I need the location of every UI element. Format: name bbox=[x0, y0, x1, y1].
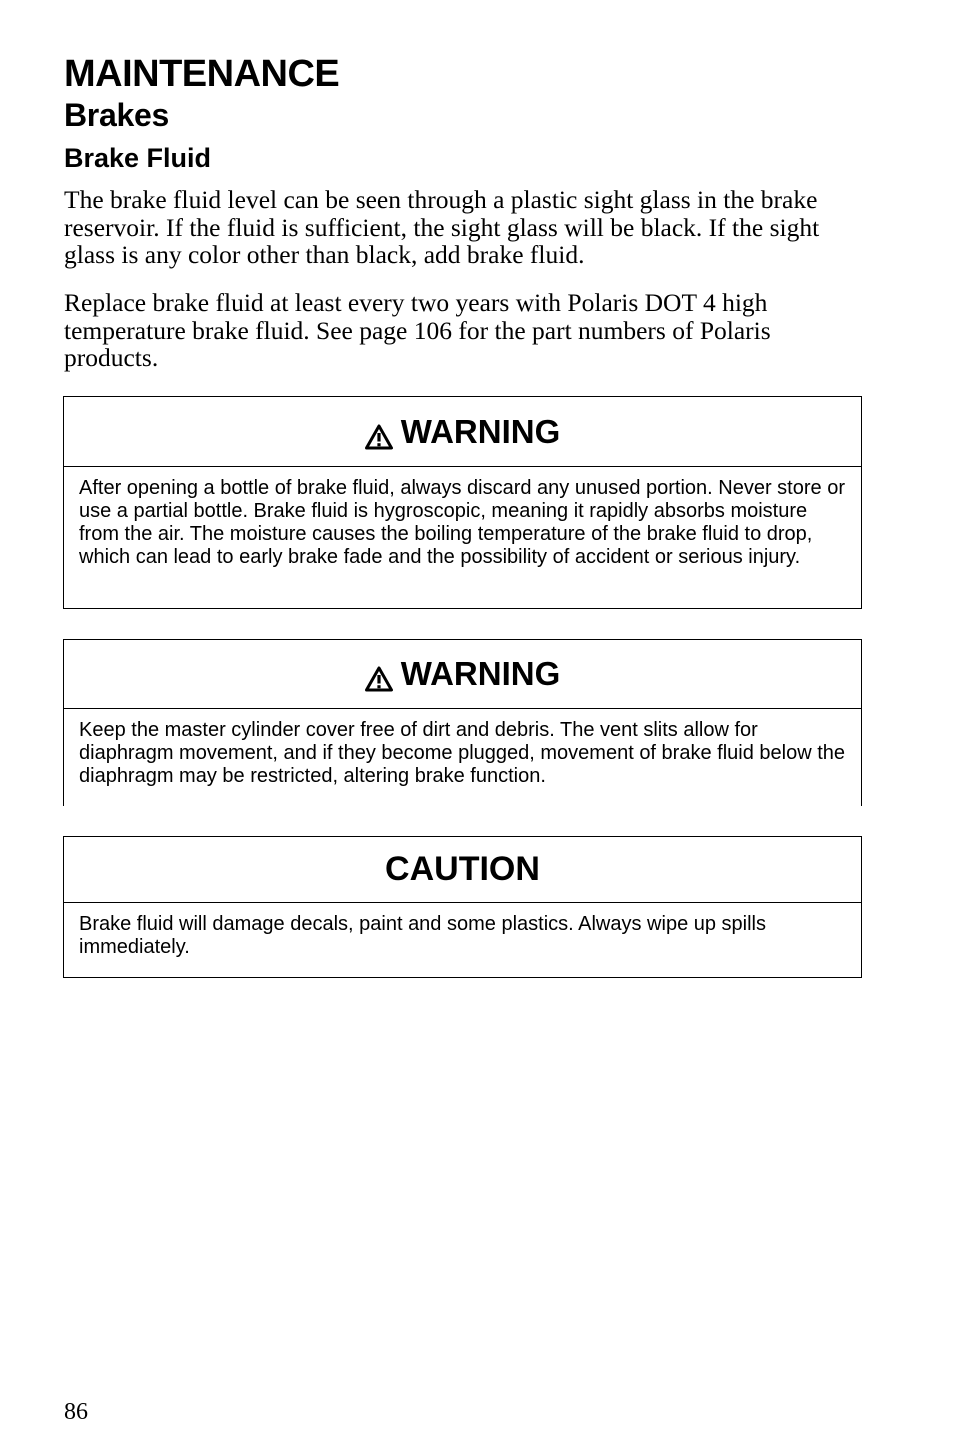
warning-triangle-icon bbox=[365, 420, 393, 446]
topic-heading: Brake Fluid bbox=[64, 143, 212, 173]
warning-label: WARNING bbox=[400, 412, 561, 450]
paragraph-sight-glass: The brake fluid level can be seen through a plastic sight glass in the brake reservoir. If the fluid is sufficient, the sight glass will be black. If the sight glass is any color other than black, add brake fluid. bbox=[64, 185, 820, 269]
caution-text: Brake fluid will damage decals, paint and some plastics. Always wipe up spills immediately. bbox=[79, 913, 767, 958]
warning-text: Keep the master cylinder cover free of dirt and debris. The vent slits allow for diaphragm movement, and if they become plugged, movement of brake fluid below the diaphragm may be restricted, altering brake function. bbox=[79, 719, 845, 787]
warning-triangle-icon bbox=[365, 662, 393, 688]
warning-header bbox=[64, 640, 861, 709]
caution-header bbox=[64, 837, 861, 903]
warning-text: After opening a bottle of brake fluid, always discard any unused portion. Never store or use a partial bottle. Brake fluid is hygroscopic, meaning it rapidly absorbs moisture from the air. The moisture causes the boiling temperature of the brake fluid to drop, which can lead to early brake fade and the possibility of accident or serious injury. bbox=[79, 477, 845, 568]
paragraph-replace-fluid: Replace brake fluid at least every two years with Polaris DOT 4 high temperature brake fluid. See page 106 for the part numbers of Polaris products. bbox=[64, 288, 771, 372]
warning-label: WARNING bbox=[400, 655, 561, 692]
caution-label: CAUTION bbox=[385, 850, 540, 888]
warning-box-master-cylinder bbox=[63, 639, 862, 806]
section-title: MAINTENANCE bbox=[64, 53, 340, 95]
warning-box-discard-fluid bbox=[63, 396, 862, 609]
subsection-title: Brakes bbox=[64, 97, 169, 133]
page-number: 86 bbox=[64, 1399, 88, 1425]
warning-header bbox=[64, 397, 861, 467]
caution-box-decals bbox=[63, 836, 862, 978]
